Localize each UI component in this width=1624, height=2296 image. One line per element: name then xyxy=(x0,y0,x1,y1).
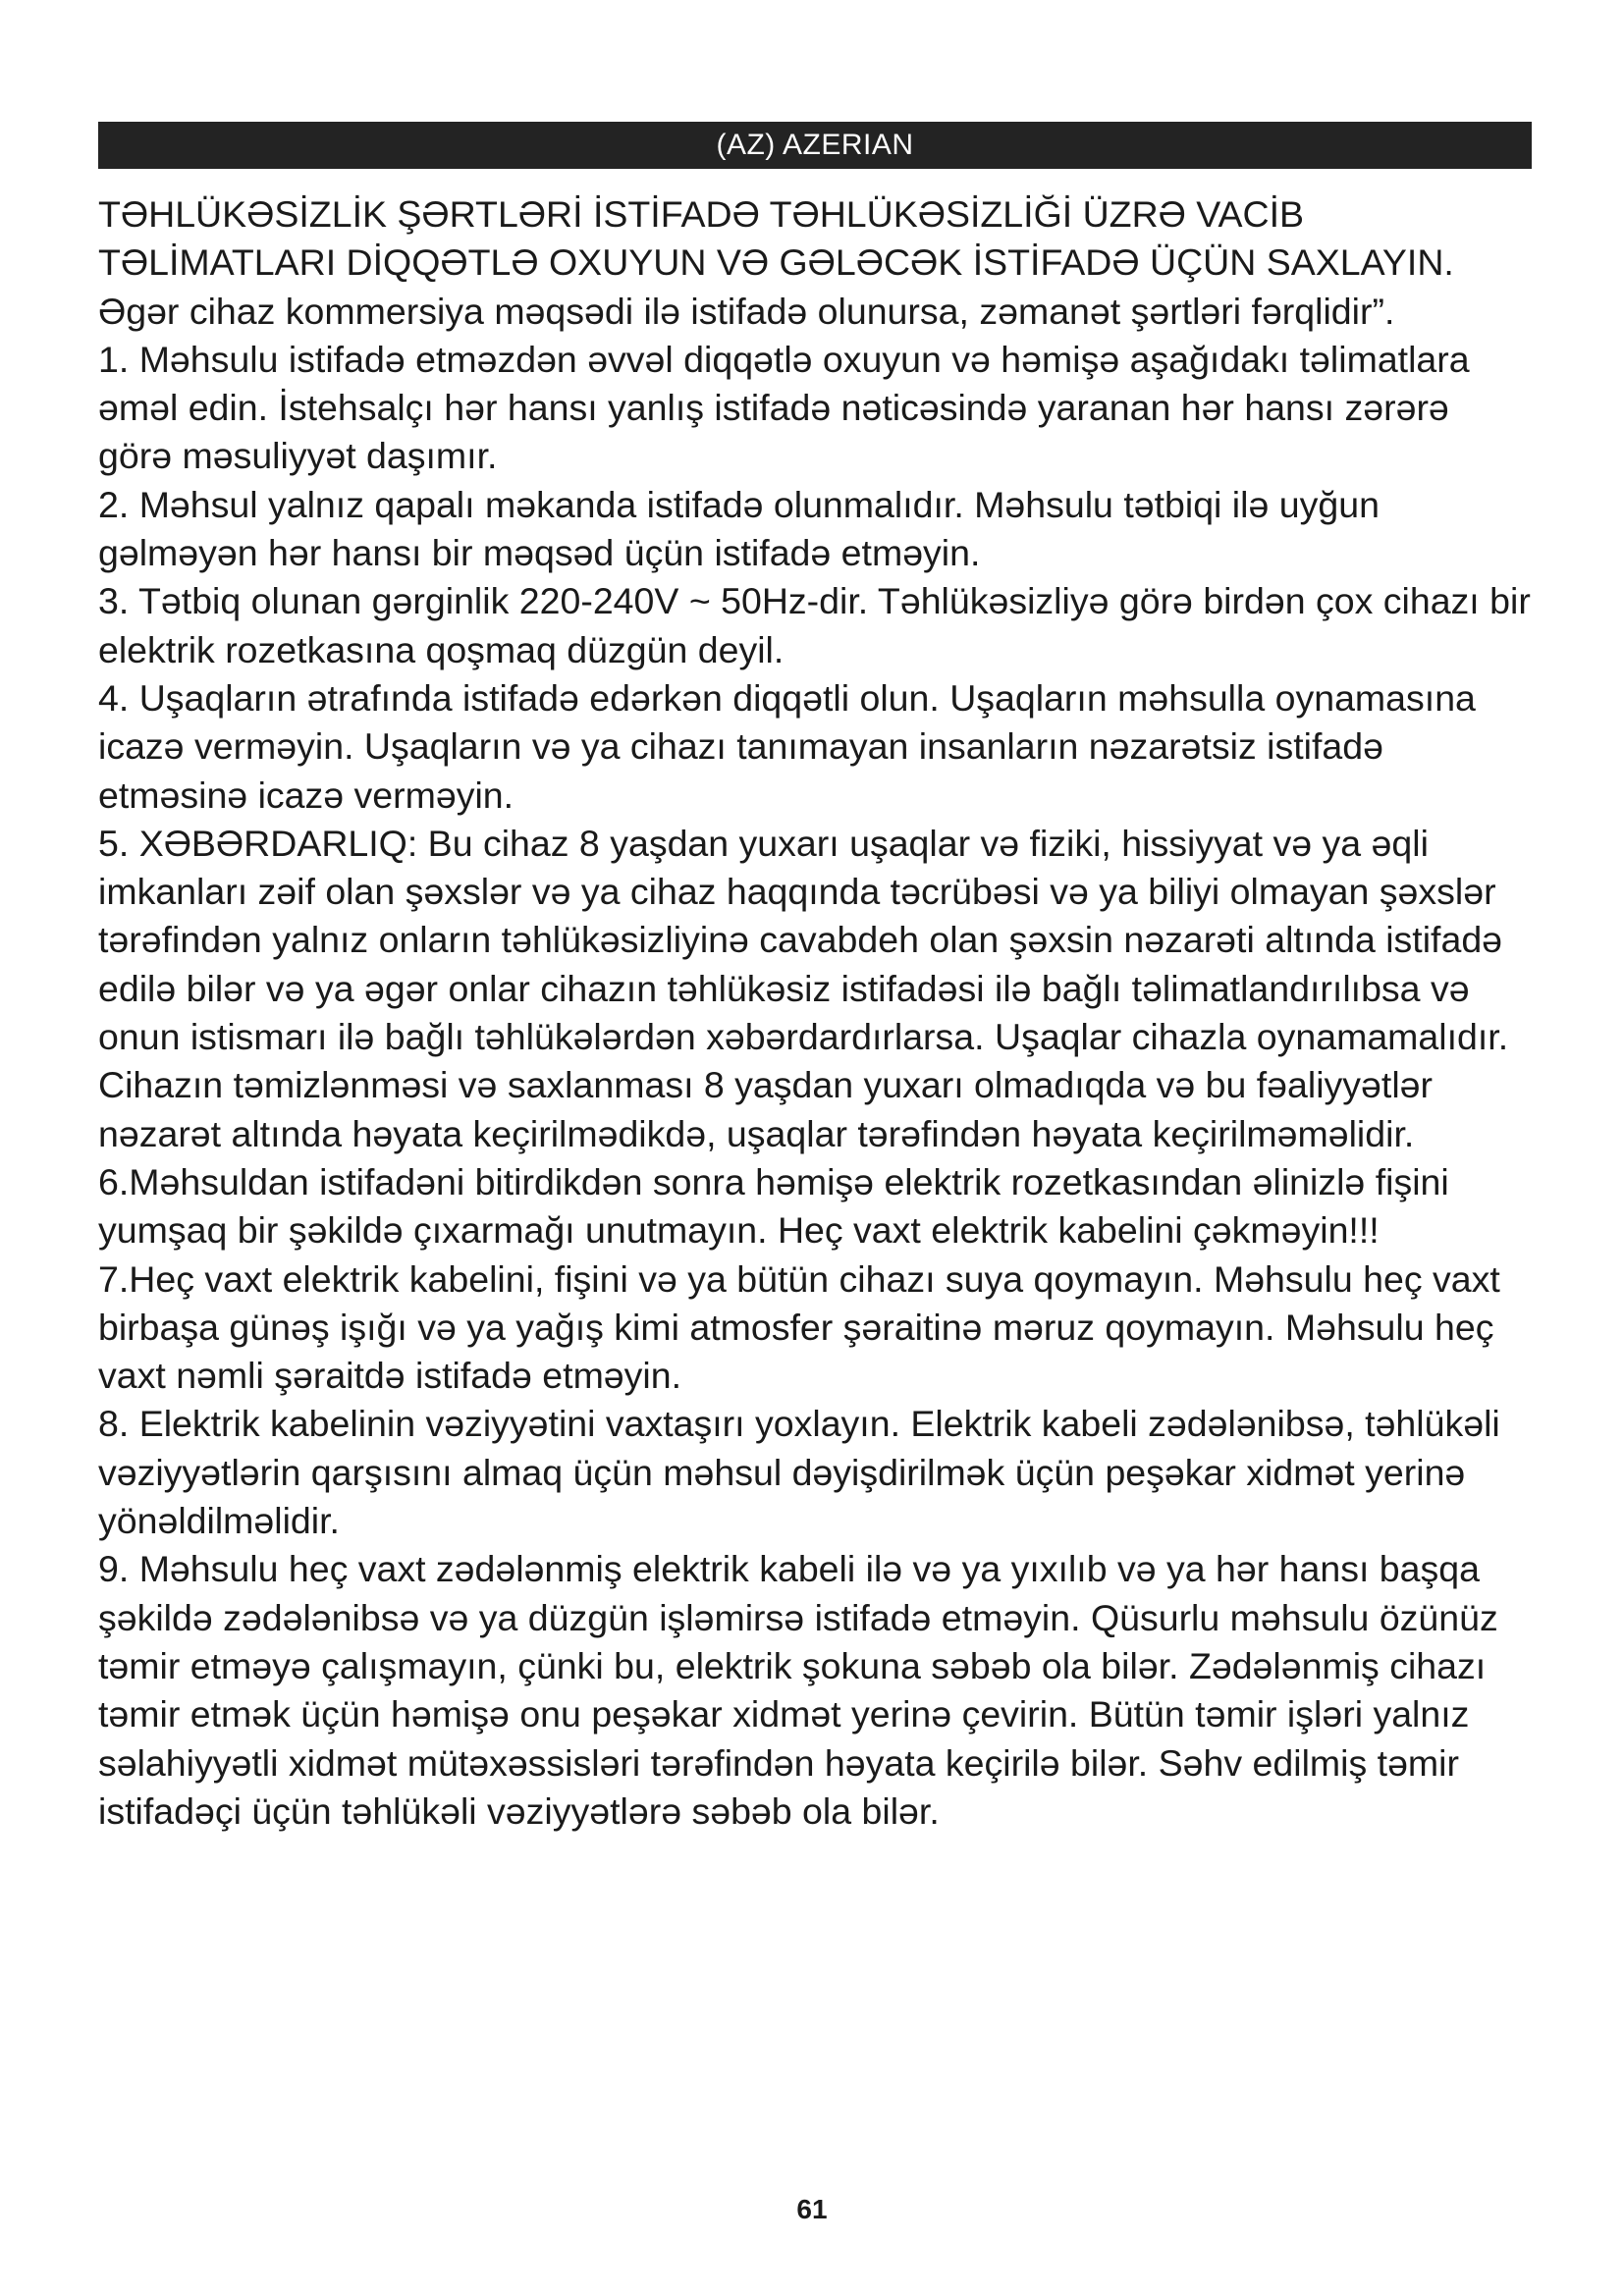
instruction-item-5: 5. XƏBƏRDARLIQ: Bu cihaz 8 yaşdan yuxarı uşaqlar və fiziki, hissiyyat və ya əqli imkanları zəif olan şəxslər və ya cihaz haqqında təcrübəsi və ya biliyi olmayan şəxslər tərəfindən yalnız onların təhlükəsizliyinə cavabdeh olan şəxsin nəzarəti altında istifadə edilə bilər və ya əgər onlar cihazın təhlükəsiz istifadəsi ilə bağlı təlimatlandırılıbsa və onun istismarı ilə bağlı təhlükələrdən xəbərdardırlarsa. Uşaqlar cihazla oynamamalıdır. Cihazın təmizlənməsi və saxlanması 8 yaşdan yuxarı olmadıqda və bu fəaliyyətlər nəzarət altında həyata keçirilmədikdə, uşaqlar tərəfindən həyata keçirilməməlidir. xyxy=(98,822,1509,1154)
language-header-bar xyxy=(98,122,1532,169)
instruction-item-3: 3. Tətbiq olunan gərginlik 220-240V ~ 50Hz-dir. Təhlükəsizliyə görə birdən çox cihazı bir elektrik rozetkasına qoşmaq düzgün deyil. xyxy=(98,580,1531,670)
instruction-item-4: 4. Uşaqların ətrafında istifadə edərkən diqqətli olun. Uşaqların məhsulla oynamasına icazə verməyin. Uşaqların və ya cihazı tanımayan insanların nəzarətsiz istifadə etməsinə icazə verməyin. xyxy=(98,676,1476,816)
instruction-item-9: 9. Məhsulu heç vaxt zədələnmiş elektrik kabeli ilə və ya yıxılıb və ya hər hansı başqa şəkildə zədələnibsə və ya düzgün işləmirsə istifadə etməyin. Qüsurlu məhsulu özünüz təmir etməyə çalışmayın, çünki bu, elektrik şokuna səbəb ola bilər. Zədələnmiş cihazı təmir etmək üçün həmişə onu peşəkar xidmət yerinə çevirin. Bütün təmir işləri yalnız səlahiyyətli xidmət mütəxəssisləri tərəfindən həyata keçirilə bilər. Səhv edilmiş təmir istifadəçi üçün təhlükəli vəziyyətlərə səbəb ola bilər. xyxy=(98,1548,1498,1832)
instruction-item-6: 6.Məhsuldan istifadəni bitirdikdən sonra həmişə elektrik rozetkasından əlinizlə fişini yumşaq bir şəkildə çıxarmağı unutmayın. Heç vaxt elektrik kabelini çəkməyin!!! xyxy=(98,1160,1449,1252)
instruction-item-1: 1. Məhsulu istifadə etməzdən əvvəl diqqətlə oxuyun və həmişə aşağıdakı təlimatlara əməl edin. İstehsalçı hər hansı yanlış istifadə nəticəsində yaranan hər hansı zərərə görə məsuliyyət daşımır. xyxy=(98,338,1470,477)
instruction-item-2: 2. Məhsul yalnız qapalı məkanda istifadə olunmalıdır. Məhsulu tətbiqi ilə uyğun gəlməyən hər hansı bir məqsəd üçün istifadə etməyin. xyxy=(98,483,1380,574)
manual-page xyxy=(98,122,1532,1836)
instruction-item-8: 8. Elektrik kabelinin vəziyyətini vaxtaşırı yoxlayın. Elektrik kabeli zədələnibsə, təhlükəli vəziyyətlərin qarşısını almaq üçün məhsul dəyişdirilmək üçün peşəkar xidmət yerinə yönəldilməlidir. xyxy=(98,1403,1500,1542)
safety-instructions xyxy=(98,190,1532,1836)
section-title: TƏHLÜKƏSİZLİK ŞƏRTLƏRİ İSTİFADƏ TƏHLÜKƏSİZLİĞİ ÜZRƏ VACİB TƏLİMATLARI DİQQƏTLƏ OXUYUN VƏ GƏLƏCƏK İSTİFADƏ ÜÇÜN SAXLAYIN. xyxy=(98,193,1454,284)
language-label: (AZ) AZERIAN xyxy=(716,129,914,161)
page-number: 61 xyxy=(796,2194,828,2224)
intro-paragraph: Əgər cihaz kommersiya məqsədi ilə istifadə olunursa, zəmanət şərtləri fərqlidir”. xyxy=(98,290,1395,332)
instruction-item-7: 7.Heç vaxt elektrik kabelini, fişini və ya bütün cihazı suya qoymayın. Məhsulu heç vaxt birbaşa günəş işığı və ya yağış kimi atmosfer şəraitinə məruz qoymayın. Məhsulu heç vaxt nəmli şəraitdə istifadə etməyin. xyxy=(98,1257,1500,1397)
